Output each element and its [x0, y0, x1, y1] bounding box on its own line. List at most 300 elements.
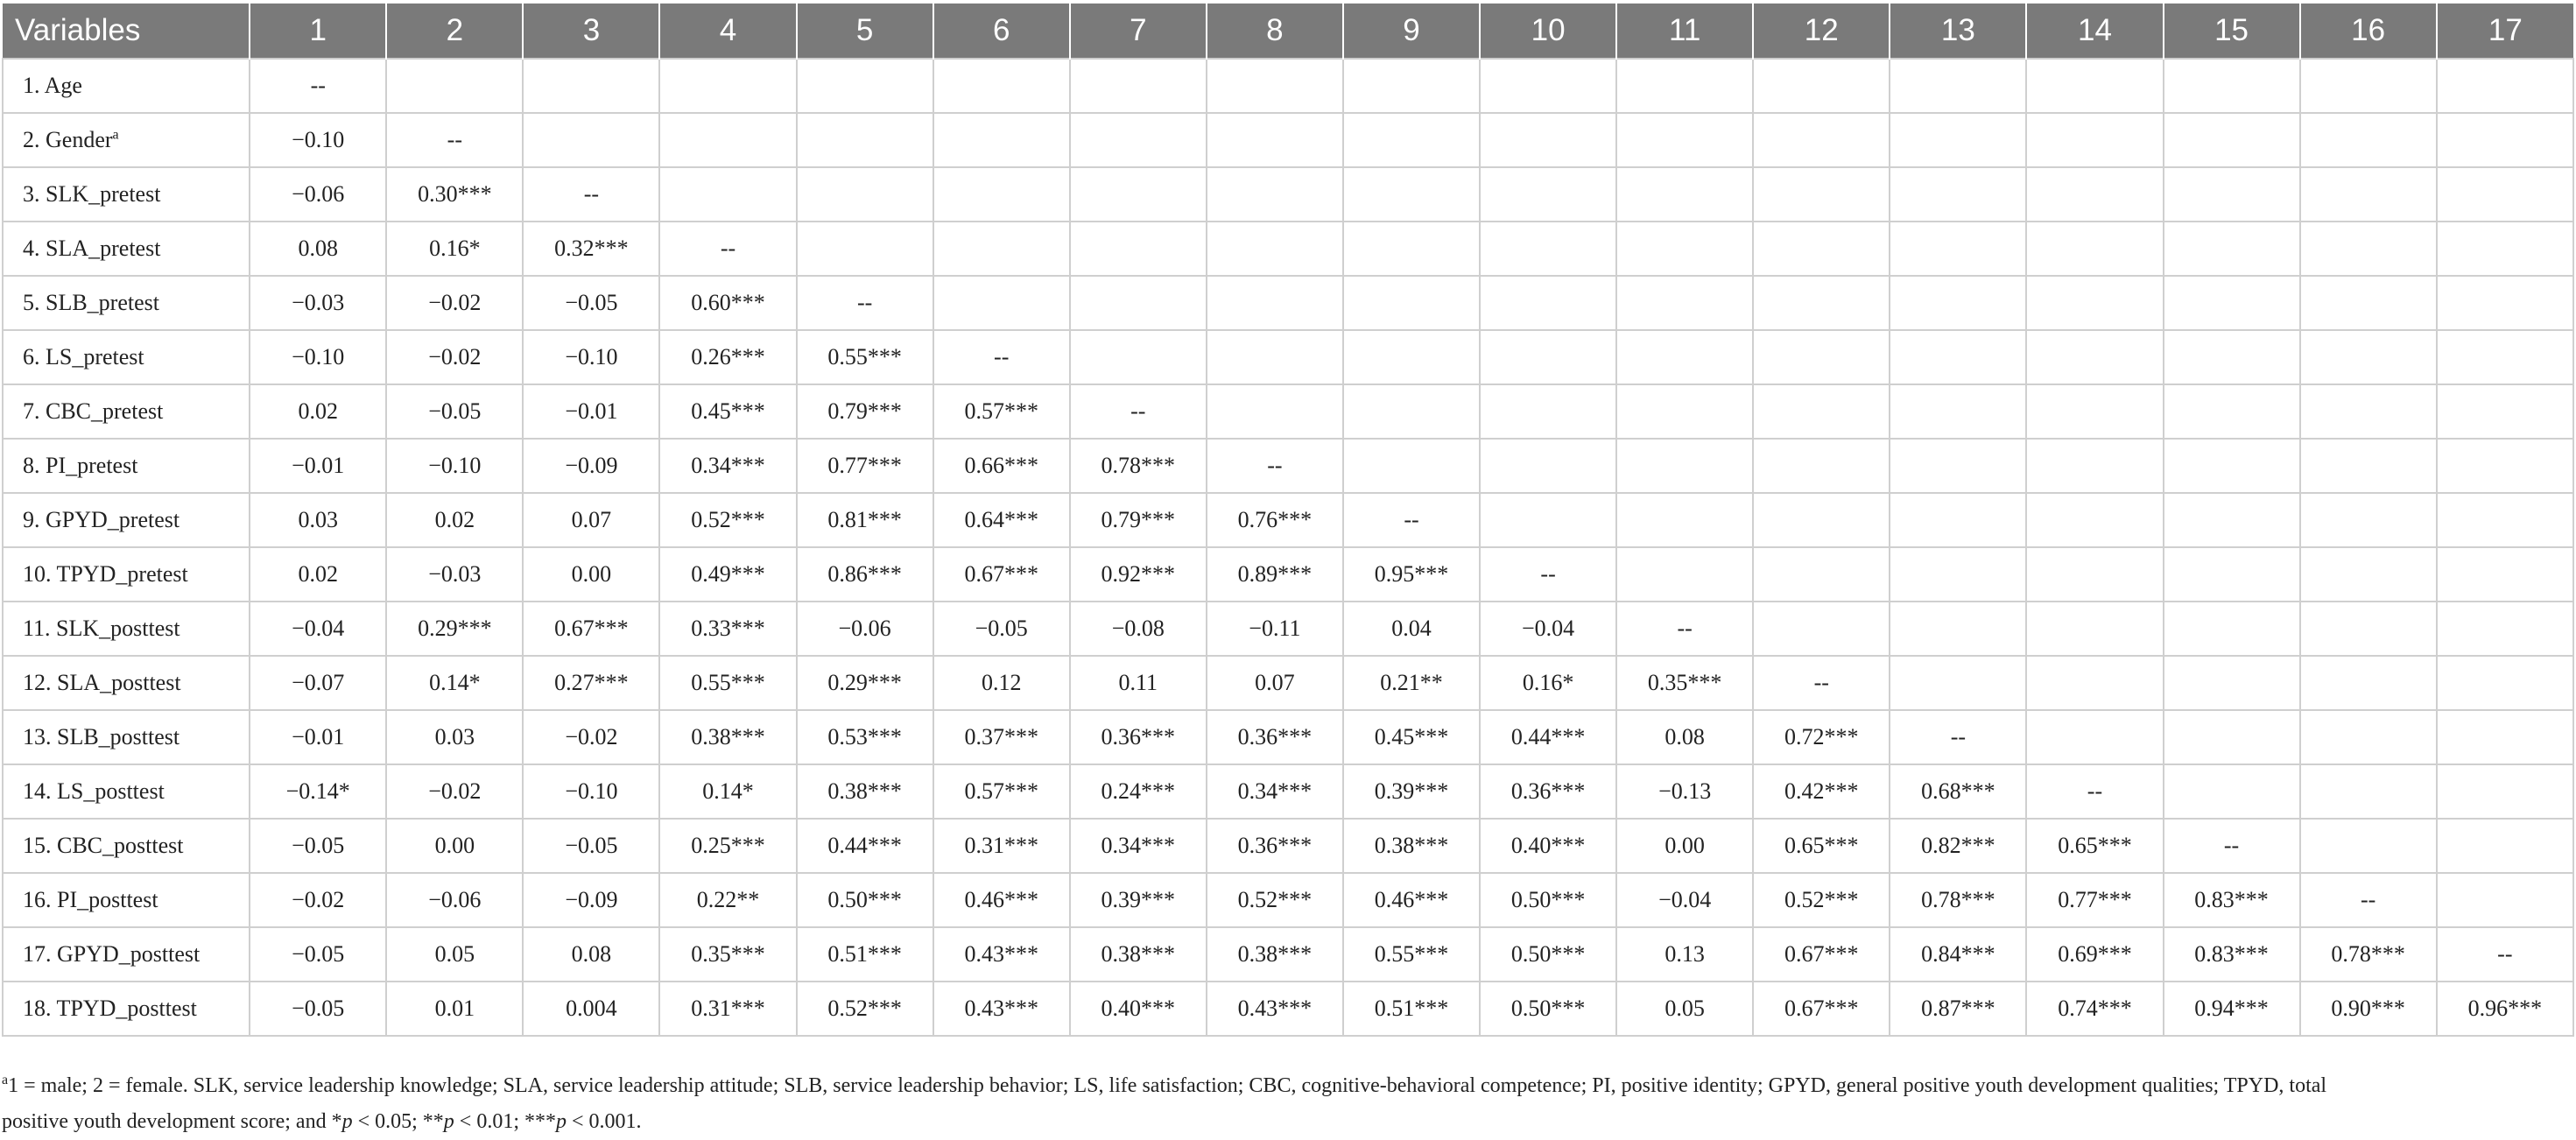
correlation-cell [1890, 113, 2026, 167]
correlation-cell: 0.79*** [797, 384, 933, 439]
correlation-cell: -- [1753, 656, 1890, 710]
variable-label: 16. PI_posttest [23, 887, 158, 912]
correlation-cell: −0.01 [250, 710, 386, 764]
correlation-cell [1890, 330, 2026, 384]
correlation-cell: 0.14* [659, 764, 796, 819]
variable-label: 17. GPYD_posttest [23, 941, 201, 967]
column-header-5: 5 [797, 4, 933, 59]
correlation-cell: 0.38*** [1207, 927, 1343, 982]
correlation-cell: 0.52*** [1207, 873, 1343, 927]
correlation-cell: 0.30*** [386, 167, 523, 222]
correlation-cell: 0.39*** [1070, 873, 1207, 927]
correlation-cell: -- [2437, 927, 2573, 982]
footnote-threshold-2: < 0.01; *** [454, 1110, 556, 1133]
correlation-cell: 0.00 [1616, 819, 1753, 873]
correlation-cell [1343, 276, 1480, 330]
correlation-cell: -- [797, 276, 933, 330]
variable-name-cell [3, 384, 250, 439]
correlation-cell: 0.36*** [1480, 764, 1616, 819]
variable-name-cell [3, 222, 250, 276]
correlation-cell: 0.50*** [1480, 873, 1616, 927]
correlation-cell [2437, 113, 2573, 167]
correlation-cell [2026, 547, 2163, 602]
correlation-cell [2300, 547, 2437, 602]
correlation-cell: 0.66*** [933, 439, 1070, 493]
correlation-cell: 0.00 [523, 547, 659, 602]
table-row [3, 330, 2573, 384]
correlation-cell: −0.03 [250, 276, 386, 330]
correlation-cell [1753, 384, 1890, 439]
table-row [3, 819, 2573, 873]
correlation-cell [1753, 167, 1890, 222]
correlation-cell: -- [386, 113, 523, 167]
correlation-cell: 0.55*** [797, 330, 933, 384]
correlation-cell [1890, 602, 2026, 656]
correlation-cell [2300, 113, 2437, 167]
footnote-superscript: a [2, 1073, 9, 1087]
correlation-cell: 0.36*** [1070, 710, 1207, 764]
correlation-cell: 0.52*** [797, 982, 933, 1036]
correlation-cell: 0.44*** [1480, 710, 1616, 764]
correlation-cell: 0.36*** [1207, 710, 1343, 764]
column-header-8: 8 [1207, 4, 1343, 59]
correlation-cell: -- [933, 330, 1070, 384]
correlation-cell [1480, 384, 1616, 439]
correlation-cell [2026, 602, 2163, 656]
correlation-cell: 0.53*** [797, 710, 933, 764]
variable-label: 1. Age [23, 73, 82, 98]
correlation-cell: -- [1070, 384, 1207, 439]
correlation-cell: 0.86*** [797, 547, 933, 602]
variable-name-cell [3, 873, 250, 927]
correlation-cell [933, 59, 1070, 113]
correlation-cell [1616, 330, 1753, 384]
correlation-cell: 0.08 [250, 222, 386, 276]
correlation-cell: 0.81*** [797, 493, 933, 547]
correlation-cell [1343, 59, 1480, 113]
column-header-11: 11 [1616, 4, 1753, 59]
table-row [3, 602, 2573, 656]
correlation-cell: 0.65*** [1753, 819, 1890, 873]
correlation-cell [2026, 167, 2163, 222]
correlation-cell: 0.95*** [1343, 547, 1480, 602]
correlation-cell [1890, 59, 2026, 113]
correlation-cell: 0.46*** [1343, 873, 1480, 927]
correlation-cell: −0.05 [933, 602, 1070, 656]
correlation-cell: 0.07 [523, 493, 659, 547]
correlation-cell [2437, 384, 2573, 439]
correlation-cell: 0.34*** [1070, 819, 1207, 873]
correlation-cell [2164, 113, 2300, 167]
correlation-cell [1343, 167, 1480, 222]
p-symbol: p [341, 1110, 353, 1133]
correlation-cell: −0.04 [250, 602, 386, 656]
table-row [3, 384, 2573, 439]
column-header-10: 10 [1480, 4, 1616, 59]
correlation-cell [1343, 330, 1480, 384]
column-header-13: 13 [1890, 4, 2026, 59]
correlation-cell: 0.52*** [659, 493, 796, 547]
correlation-cell: 0.50*** [1480, 982, 1616, 1036]
correlation-cell: 0.34*** [659, 439, 796, 493]
correlation-cell: 0.40*** [1480, 819, 1616, 873]
correlation-cell [1480, 222, 1616, 276]
correlation-cell [2437, 276, 2573, 330]
correlation-cell [386, 59, 523, 113]
correlation-cell [1207, 222, 1343, 276]
column-header-1: 1 [250, 4, 386, 59]
table-row [3, 710, 2573, 764]
correlation-cell [1207, 276, 1343, 330]
correlation-cell: −0.13 [1616, 764, 1753, 819]
correlation-cell: −0.01 [523, 384, 659, 439]
correlation-cell: 0.78*** [1070, 439, 1207, 493]
correlation-cell: 0.13 [1616, 927, 1753, 982]
table-row [3, 276, 2573, 330]
correlation-cell: 0.05 [1616, 982, 1753, 1036]
correlation-cell: 0.22** [659, 873, 796, 927]
correlation-cell [2437, 873, 2573, 927]
correlation-cell [2026, 330, 2163, 384]
correlation-cell: 0.02 [386, 493, 523, 547]
correlation-cell: 0.60*** [659, 276, 796, 330]
correlation-cell: 0.38*** [797, 764, 933, 819]
correlation-cell [797, 113, 933, 167]
variable-name-cell [3, 602, 250, 656]
correlation-cell: 0.31*** [933, 819, 1070, 873]
correlation-cell: −0.08 [1070, 602, 1207, 656]
correlation-cell [1480, 439, 1616, 493]
correlation-cell [1753, 493, 1890, 547]
correlation-cell: 0.78*** [2300, 927, 2437, 982]
column-header-17: 17 [2437, 4, 2573, 59]
correlation-cell [2026, 710, 2163, 764]
correlation-cell [1890, 276, 2026, 330]
column-header-16: 16 [2300, 4, 2437, 59]
correlation-cell [2164, 493, 2300, 547]
footnote-threshold-1: < 0.05; ** [352, 1110, 444, 1133]
column-header-6: 6 [933, 4, 1070, 59]
correlation-cell: 0.44*** [797, 819, 933, 873]
correlation-cell: 0.67*** [1753, 927, 1890, 982]
variable-label: 7. CBC_pretest [23, 398, 164, 424]
correlation-cell: 0.38*** [659, 710, 796, 764]
table-body [3, 59, 2573, 1036]
correlation-cell: -- [2026, 764, 2163, 819]
correlation-cell: 0.69*** [2026, 927, 2163, 982]
correlation-cell: 0.31*** [659, 982, 796, 1036]
correlation-cell [2300, 384, 2437, 439]
correlation-cell: 0.35*** [659, 927, 796, 982]
column-header-12: 12 [1753, 4, 1890, 59]
correlation-cell: 0.55*** [1343, 927, 1480, 982]
correlation-cell: 0.52*** [1753, 873, 1890, 927]
correlation-cell [1753, 276, 1890, 330]
variable-label: 10. TPYD_pretest [23, 561, 188, 587]
correlation-cell: 0.07 [1207, 656, 1343, 710]
correlation-cell: −0.09 [523, 439, 659, 493]
correlation-cell [1753, 439, 1890, 493]
column-header-9: 9 [1343, 4, 1480, 59]
correlation-cell: 0.27*** [523, 656, 659, 710]
correlation-cell [1753, 59, 1890, 113]
correlation-cell: 0.77*** [797, 439, 933, 493]
correlation-cell: 0.50*** [1480, 927, 1616, 982]
correlation-cell [1753, 222, 1890, 276]
correlation-cell [2026, 59, 2163, 113]
correlation-cell [2164, 276, 2300, 330]
correlation-cell: 0.11 [1070, 656, 1207, 710]
correlation-cell [1890, 493, 2026, 547]
correlation-cell [1480, 113, 1616, 167]
variable-name-cell [3, 764, 250, 819]
correlation-cell: 0.34*** [1207, 764, 1343, 819]
column-header-2: 2 [386, 4, 523, 59]
correlation-cell: -- [1480, 547, 1616, 602]
correlation-cell [2164, 439, 2300, 493]
correlation-cell [1890, 384, 2026, 439]
correlation-cell: 0.02 [250, 384, 386, 439]
correlation-cell [1480, 330, 1616, 384]
correlation-cell: 0.21** [1343, 656, 1480, 710]
correlation-cell: 0.74*** [2026, 982, 2163, 1036]
variable-name-cell [3, 59, 250, 113]
variable-label: 15. CBC_posttest [23, 833, 184, 858]
correlation-cell: −0.04 [1480, 602, 1616, 656]
correlation-cell [2300, 710, 2437, 764]
table-row [3, 222, 2573, 276]
correlation-cell [1616, 59, 1753, 113]
variable-name-cell [3, 547, 250, 602]
correlation-cell: −0.06 [250, 167, 386, 222]
correlation-cell: 0.03 [386, 710, 523, 764]
correlation-cell [2164, 222, 2300, 276]
correlation-cell [523, 113, 659, 167]
correlation-cell [2026, 656, 2163, 710]
correlation-cell [2437, 167, 2573, 222]
correlation-cell: −0.02 [250, 873, 386, 927]
correlation-cell: 0.83*** [2164, 927, 2300, 982]
correlation-cell: 0.67*** [523, 602, 659, 656]
correlation-cell: 0.38*** [1070, 927, 1207, 982]
correlation-cell [2300, 656, 2437, 710]
correlation-cell: −0.10 [523, 330, 659, 384]
correlation-cell [2300, 59, 2437, 113]
correlation-cell: −0.05 [250, 982, 386, 1036]
correlation-cell: 0.83*** [2164, 873, 2300, 927]
correlation-cell: 0.29*** [797, 656, 933, 710]
correlation-cell: −0.05 [250, 819, 386, 873]
column-header-7: 7 [1070, 4, 1207, 59]
table-row [3, 873, 2573, 927]
correlation-cell: -- [1616, 602, 1753, 656]
correlation-table-container [2, 4, 2574, 1037]
correlation-cell: −0.06 [797, 602, 933, 656]
correlation-cell: −0.01 [250, 439, 386, 493]
correlation-cell [2437, 764, 2573, 819]
correlation-cell: 0.49*** [659, 547, 796, 602]
correlation-cell [2164, 384, 2300, 439]
correlation-cell: 0.94*** [2164, 982, 2300, 1036]
correlation-cell [2437, 439, 2573, 493]
column-header-4: 4 [659, 4, 796, 59]
correlation-cell [1070, 59, 1207, 113]
correlation-cell [2164, 167, 2300, 222]
correlation-cell: −0.05 [250, 927, 386, 982]
variable-name-cell [3, 167, 250, 222]
correlation-cell: 0.25*** [659, 819, 796, 873]
table-row [3, 927, 2573, 982]
correlation-cell [1616, 547, 1753, 602]
variable-name-cell [3, 330, 250, 384]
correlation-cell [2026, 113, 2163, 167]
table-row [3, 982, 2573, 1036]
correlation-cell [1343, 222, 1480, 276]
correlation-cell: 0.51*** [1343, 982, 1480, 1036]
correlation-cell [1753, 330, 1890, 384]
correlation-cell [2164, 547, 2300, 602]
correlation-cell [1070, 167, 1207, 222]
correlation-cell: −0.04 [1616, 873, 1753, 927]
table-row [3, 493, 2573, 547]
correlation-cell: 0.33*** [659, 602, 796, 656]
correlation-cell [2026, 384, 2163, 439]
table-row [3, 167, 2573, 222]
correlation-cell: 0.35*** [1616, 656, 1753, 710]
correlation-cell [1890, 439, 2026, 493]
correlation-cell [2437, 656, 2573, 710]
correlation-cell: 0.84*** [1890, 927, 2026, 982]
p-symbol: p [443, 1110, 454, 1133]
correlation-cell: 0.68*** [1890, 764, 2026, 819]
correlation-cell: 0.02 [250, 547, 386, 602]
correlation-cell [2300, 330, 2437, 384]
correlation-cell: 0.64*** [933, 493, 1070, 547]
correlation-cell: -- [1343, 493, 1480, 547]
correlation-cell [1890, 167, 2026, 222]
correlation-cell [659, 167, 796, 222]
correlation-cell [2026, 276, 2163, 330]
correlation-cell [1616, 222, 1753, 276]
correlation-cell [1616, 493, 1753, 547]
correlation-cell [2164, 764, 2300, 819]
correlation-cell: 0.32*** [523, 222, 659, 276]
correlation-cell: 0.24*** [1070, 764, 1207, 819]
correlation-cell [1343, 384, 1480, 439]
correlation-cell: 0.38*** [1343, 819, 1480, 873]
correlation-cell: 0.26*** [659, 330, 796, 384]
correlation-cell: 0.89*** [1207, 547, 1343, 602]
correlation-cell [1070, 276, 1207, 330]
column-header-14: 14 [2026, 4, 2163, 59]
correlation-cell [523, 59, 659, 113]
correlation-cell: 0.92*** [1070, 547, 1207, 602]
correlation-cell: 0.87*** [1890, 982, 2026, 1036]
correlation-cell [797, 222, 933, 276]
correlation-cell: −0.11 [1207, 602, 1343, 656]
correlation-cell: 0.78*** [1890, 873, 2026, 927]
correlation-cell: 0.65*** [2026, 819, 2163, 873]
correlation-cell: 0.43*** [933, 982, 1070, 1036]
variable-name-cell [3, 656, 250, 710]
variable-label: 18. TPYD_posttest [23, 996, 197, 1021]
correlation-cell [933, 113, 1070, 167]
correlation-cell: 0.37*** [933, 710, 1070, 764]
variable-name-cell [3, 982, 250, 1036]
correlation-cell [2164, 602, 2300, 656]
correlation-cell: −0.02 [386, 276, 523, 330]
table-row [3, 764, 2573, 819]
correlation-cell: 0.00 [386, 819, 523, 873]
correlation-cell [1616, 113, 1753, 167]
correlation-cell: 0.08 [1616, 710, 1753, 764]
variable-name-cell [3, 439, 250, 493]
variable-label: 4. SLA_pretest [23, 236, 161, 261]
footnote-text-1: 1 = male; 2 = female. SLK, service leadership knowledge; SLA, service leadership attitude; SLB, service leadership behavior; LS, life satisfaction; CBC, cognitive-behavioral competence; PI, positive identity; GPYD, general positive youth development qualities; TPYD, total [8, 1074, 2327, 1097]
correlation-cell [1207, 384, 1343, 439]
correlation-cell: −0.06 [386, 873, 523, 927]
correlation-cell [933, 276, 1070, 330]
correlation-cell [659, 113, 796, 167]
correlation-cell [1753, 602, 1890, 656]
correlation-cell [2164, 59, 2300, 113]
table-row [3, 59, 2573, 113]
correlation-cell [2437, 330, 2573, 384]
correlation-cell [1343, 113, 1480, 167]
correlation-cell: 0.29*** [386, 602, 523, 656]
correlation-cell: 0.45*** [659, 384, 796, 439]
table-row [3, 113, 2573, 167]
correlation-cell [1207, 330, 1343, 384]
correlation-cell [797, 167, 933, 222]
correlation-cell: 0.004 [523, 982, 659, 1036]
correlation-cell [2300, 493, 2437, 547]
correlation-cell: −0.10 [250, 330, 386, 384]
correlation-cell: −0.14* [250, 764, 386, 819]
correlation-cell [2437, 819, 2573, 873]
correlation-cell [1890, 222, 2026, 276]
correlation-cell: 0.96*** [2437, 982, 2573, 1036]
correlation-cell: 0.76*** [1207, 493, 1343, 547]
correlation-cell [2300, 602, 2437, 656]
correlation-cell: -- [250, 59, 386, 113]
variable-label: 9. GPYD_pretest [23, 507, 180, 532]
correlation-cell: 0.57*** [933, 764, 1070, 819]
correlation-cell [2164, 330, 2300, 384]
correlation-cell [1480, 167, 1616, 222]
variable-label: 8. PI_pretest [23, 453, 138, 478]
correlation-cell: 0.57*** [933, 384, 1070, 439]
variable-label: 12. SLA_posttest [23, 670, 181, 695]
variable-name-cell [3, 276, 250, 330]
correlation-cell: 0.16* [386, 222, 523, 276]
column-header-3: 3 [523, 4, 659, 59]
variable-label: 11. SLK_posttest [23, 616, 180, 641]
correlation-cell: 0.36*** [1207, 819, 1343, 873]
correlation-cell: −0.10 [386, 439, 523, 493]
correlation-cell: −0.02 [386, 764, 523, 819]
header-row [3, 4, 2573, 59]
correlation-cell: −0.09 [523, 873, 659, 927]
correlation-cell [2026, 493, 2163, 547]
correlation-cell: 0.08 [523, 927, 659, 982]
correlation-cell: -- [1890, 710, 2026, 764]
correlation-cell [2300, 764, 2437, 819]
correlation-cell: -- [1207, 439, 1343, 493]
correlation-cell: −0.05 [386, 384, 523, 439]
correlation-cell: 0.05 [386, 927, 523, 982]
correlation-cell [1890, 656, 2026, 710]
